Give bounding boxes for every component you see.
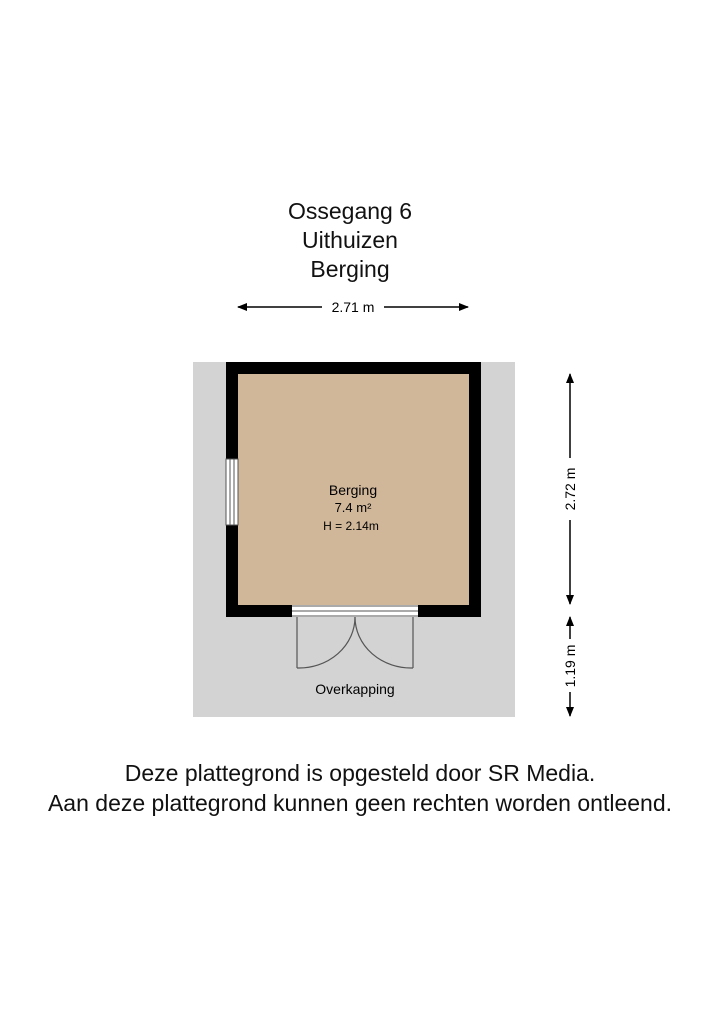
overhang-label: Overkapping: [315, 681, 395, 697]
disclaimer-line-1: Deze plattegrond is opgesteld door SR Media.: [124, 760, 596, 786]
address-title: Ossegang 6: [287, 198, 413, 224]
overhang-dimension: [562, 617, 578, 716]
floor-title: Berging: [310, 256, 390, 282]
disclaimer-line-2: Aan deze plattegrond kunnen geen rechten worden ontleend.: [47, 790, 673, 816]
room-area: 7.4 m²: [334, 500, 372, 515]
room-height: H = 2.14m: [323, 519, 379, 533]
city-title: Uithuizen: [302, 227, 398, 253]
room-name: Berging: [328, 482, 378, 498]
depth-dimension-label: 2.72 m: [562, 467, 578, 511]
width-dimension-label: 2.71 m: [331, 299, 375, 315]
width-dimension: [238, 299, 468, 315]
overhang-dimension-label: 1.19 m: [562, 644, 578, 688]
depth-dimension: [562, 374, 578, 604]
window: [226, 459, 238, 525]
